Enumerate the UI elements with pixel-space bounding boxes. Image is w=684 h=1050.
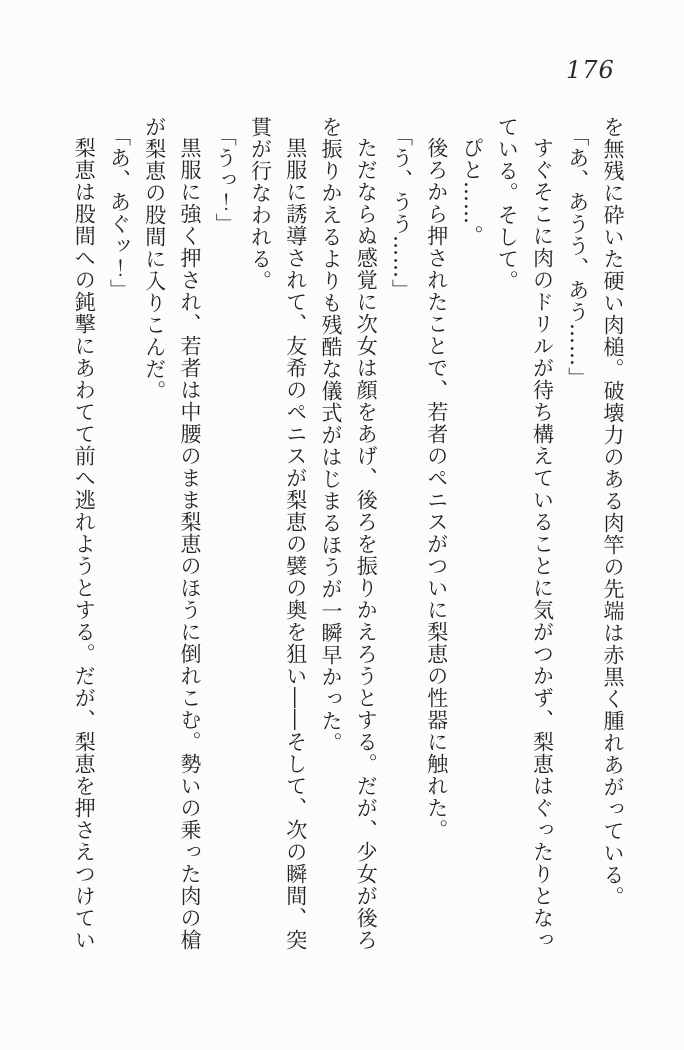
page-number: 176 (566, 56, 615, 84)
paragraph: 「あ、あぐッ！」 (107, 125, 132, 302)
paragraph: 黒服に誘導されて、友希のペニスが梨恵の襞の奥を狙い――そして、次の瞬間、突貫が行なわれる。 (248, 116, 308, 951)
vertical-text-block (66, 116, 630, 954)
paragraph: を無残に砕いた硬い肉槌。破壊力のある肉竿の先端は赤黒く腫れあがっている。 (601, 116, 625, 908)
paragraph: 後ろから押されたことで、若者のペニスがついに梨恵の性器に触れた。 (424, 137, 449, 841)
paragraph: ただならぬ感覚に次女は顔をあげ、後ろを振りかえろうとする。だが、少女が後ろを振りかえるよりも残酷な儀式がはじまるほうが一瞬早かった。 (319, 116, 379, 951)
paragraph: 黒服に強く押され、若者は中腰のまま梨恵のほうに倒れこむ。勢いの乗った肉の槍が梨恵の股間に入りこんだ。 (142, 116, 202, 951)
paragraph: ぴと……。 (460, 137, 484, 247)
paragraph: 「うっ！」 (213, 125, 238, 236)
paragraph: 梨恵は股間への鈍撃にあわてて前へ逃れようとする。だが、梨恵を押さえつけてい (72, 137, 97, 951)
paragraph: 「う、うう……」 (389, 125, 414, 302)
paragraph: すぐそこに肉のドリルが待ち構えていることに気がつかず、梨恵はぐったりとなっている。そして。 (495, 116, 555, 951)
paragraph: 「あ、あうう、あう……」 (565, 125, 590, 390)
